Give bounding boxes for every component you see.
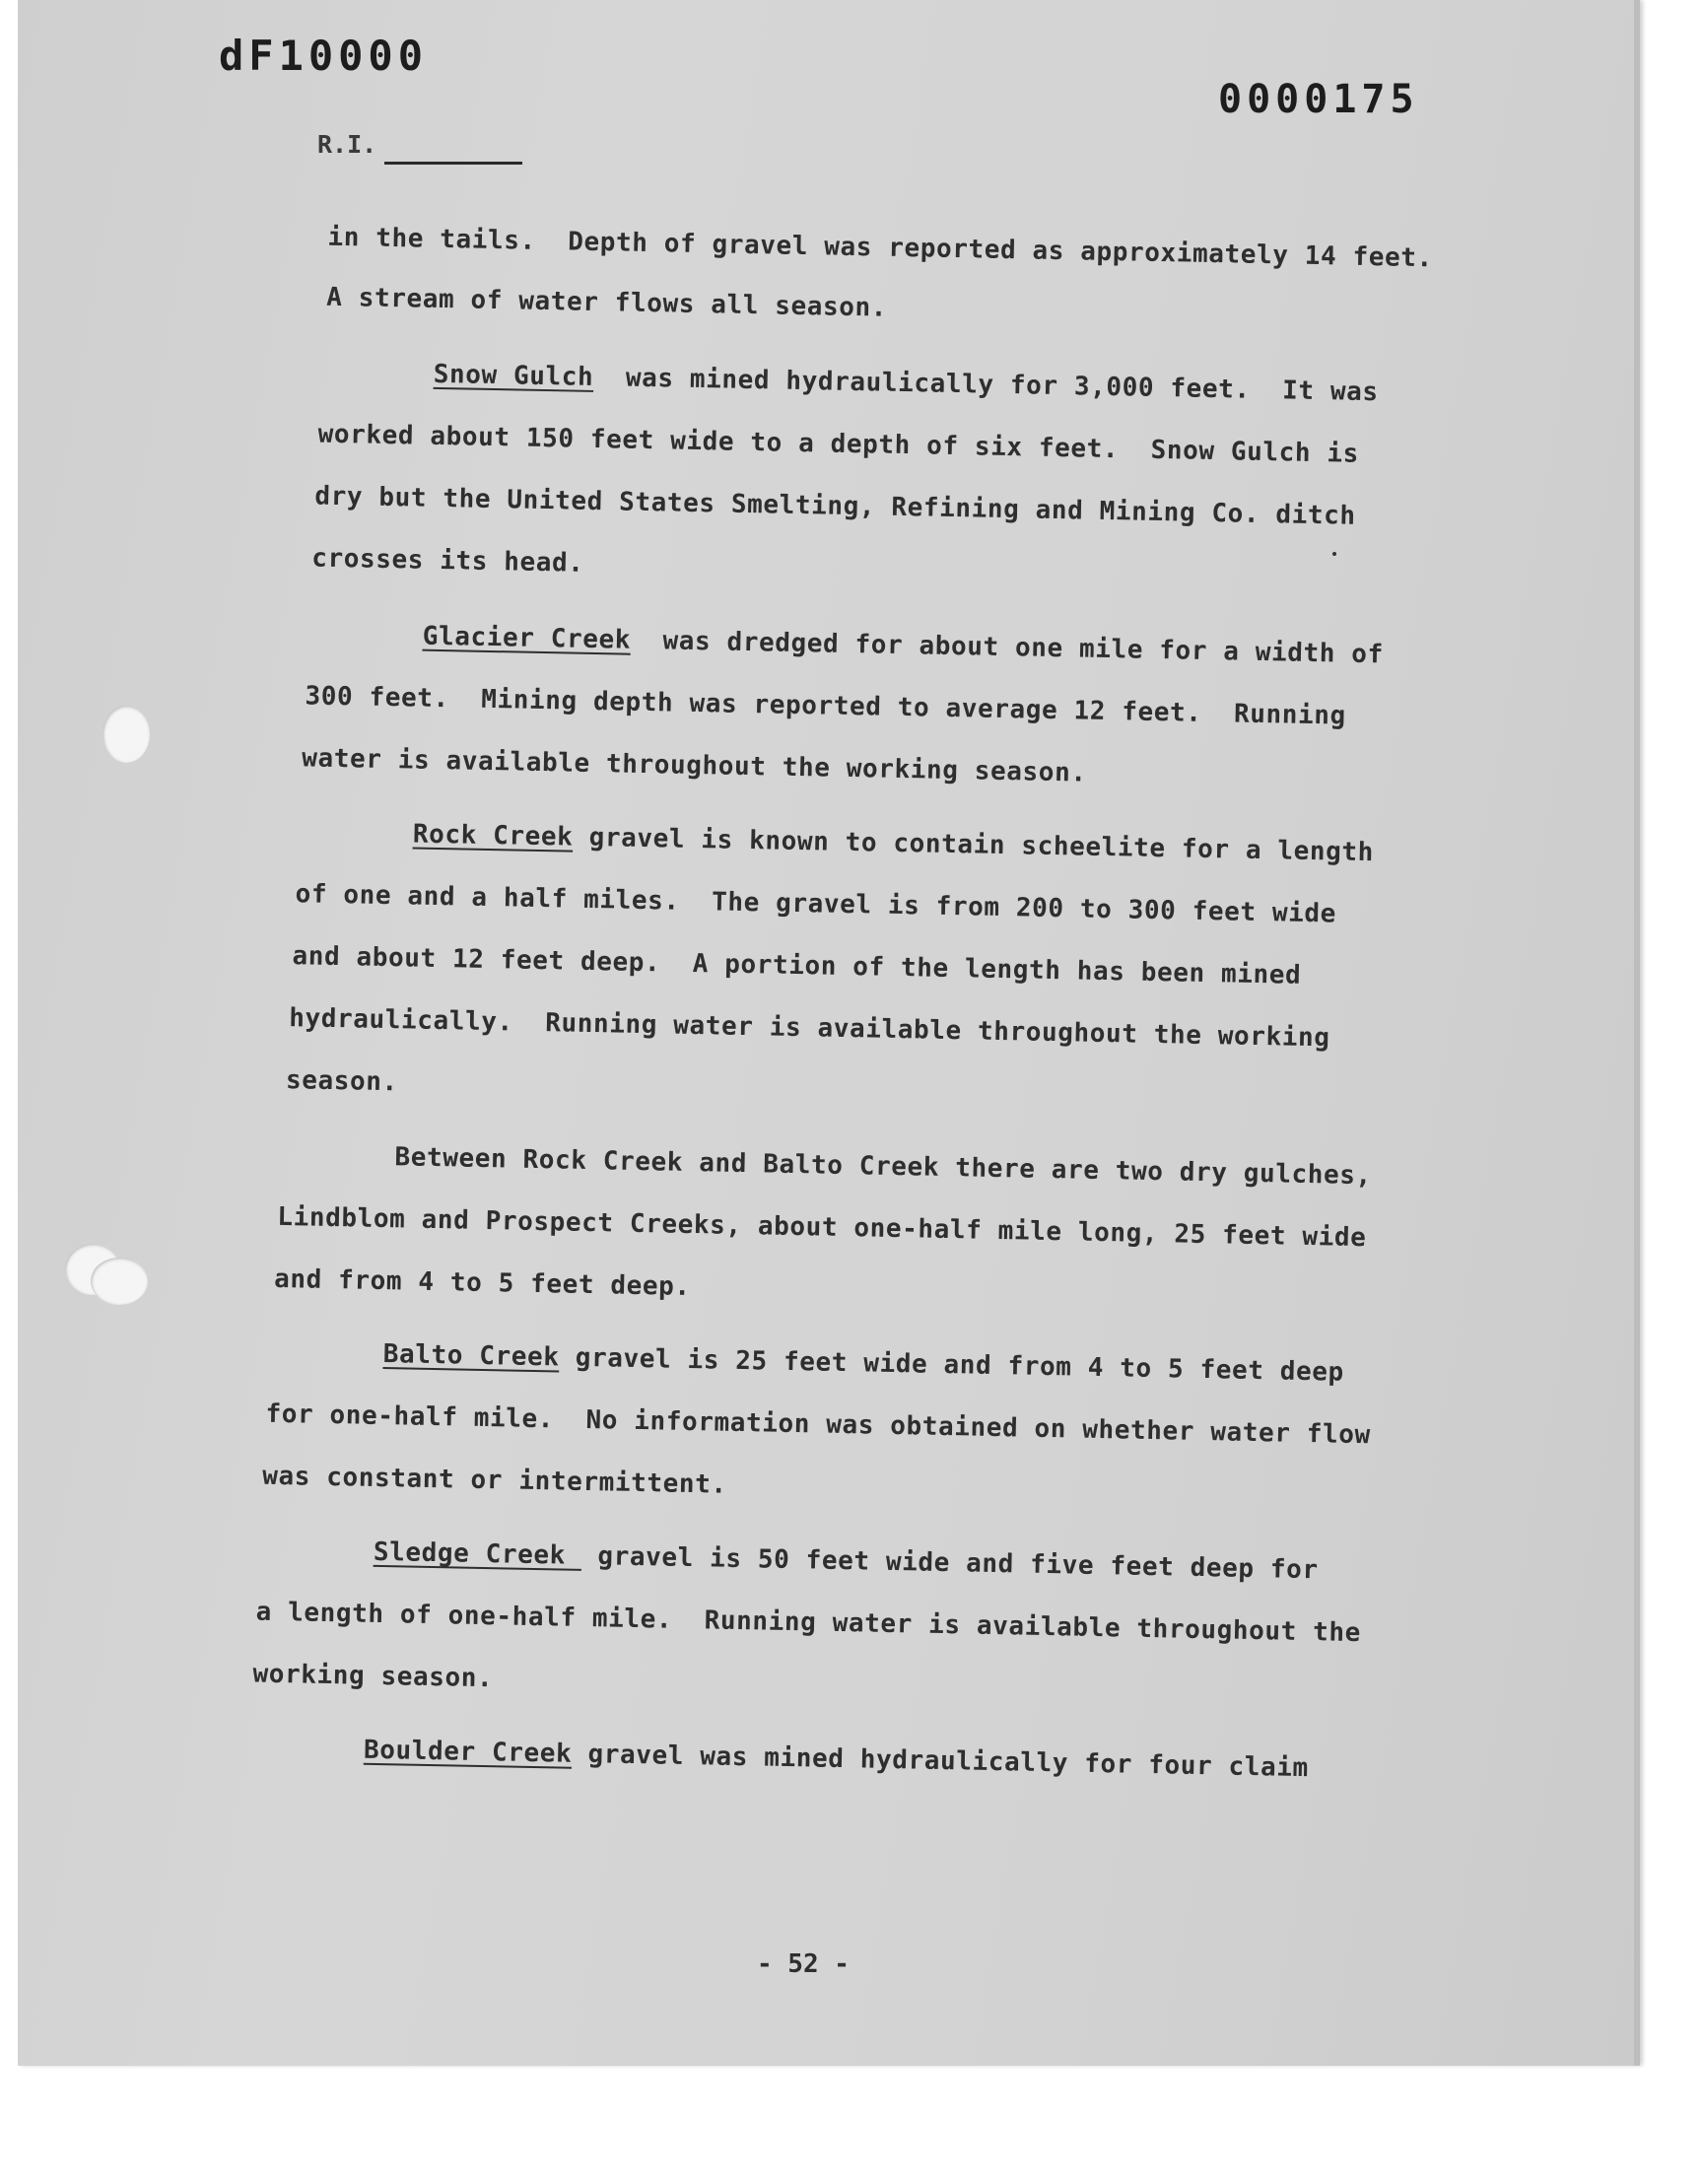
section-heading: Boulder Creek — [363, 1735, 573, 1769]
section-heading: Glacier Creek — [422, 621, 632, 655]
text-line: and about 12 feet deep. A portion of the length has been mined — [292, 941, 1302, 990]
text-line: worked about 150 feet wide to a depth of six feet. Snow Gulch is — [317, 419, 1360, 469]
text-line: crosses its head. — [310, 543, 584, 579]
text-line: a length of one-half mile. Running water is available throughout the — [255, 1597, 1362, 1649]
text-line: working season. — [252, 1659, 494, 1694]
text-line: was constant or intermittent. — [262, 1461, 727, 1500]
ri-label: R.I. — [317, 130, 377, 159]
text-line: Glacier Creek was dredged for about one mile for a width of — [422, 621, 1385, 670]
document-stamp-left: dF10000 — [219, 32, 429, 80]
text-line: Lindblom and Prospect Creeks, about one-half mile long, 25 feet wide — [277, 1201, 1367, 1254]
section-heading: Balto Creek — [382, 1339, 560, 1373]
text-line: Snow Gulch was mined hydraulically for 3,000 feet. It was — [433, 359, 1379, 408]
text-line: hydraulically. Running water is available throughout the working — [288, 1003, 1330, 1054]
text-line: Between Rock Creek and Balto Creek there are two dry gulches, — [394, 1142, 1373, 1192]
text-line: 300 feet. Mining depth was reported to average 12 feet. Running — [305, 681, 1347, 731]
text-line: Boulder Creek gravel was mined hydraulically for four claim — [363, 1735, 1310, 1784]
text-line: Rock Creek gravel is known to contain scheelite for a length — [412, 819, 1375, 868]
text-line: Sledge Creek gravel is 50 feet wide and five feet deep for — [373, 1536, 1319, 1586]
section-heading: Snow Gulch — [433, 359, 594, 392]
text-line: A stream of water flows all season. — [326, 282, 888, 323]
section-heading: Sledge Creek — [373, 1536, 582, 1571]
document-stamp-right: 0000175 — [1218, 77, 1419, 122]
section-heading: Rock Creek — [412, 819, 574, 853]
text-line: of one and a half miles. The gravel is from 200 to 300 feet wide — [295, 879, 1337, 929]
text-line: water is available throughout the working season. — [302, 743, 1087, 788]
text-line: and from 4 to 5 feet deep. — [273, 1263, 691, 1302]
text-line: in the tails. Depth of gravel was reported as approximately 14 feet. — [327, 222, 1434, 274]
text-line: for one-half mile. No information was obtained on whether water flow — [265, 1399, 1372, 1451]
page-number: - 52 - — [757, 1949, 850, 1979]
text-line: dry but the United States Smelting, Refining and Mining Co. ditch — [314, 481, 1356, 531]
text-line: season. — [285, 1065, 399, 1098]
text-line: Balto Creek gravel is 25 feet wide and from 4 to 5 feet deep — [382, 1339, 1345, 1388]
